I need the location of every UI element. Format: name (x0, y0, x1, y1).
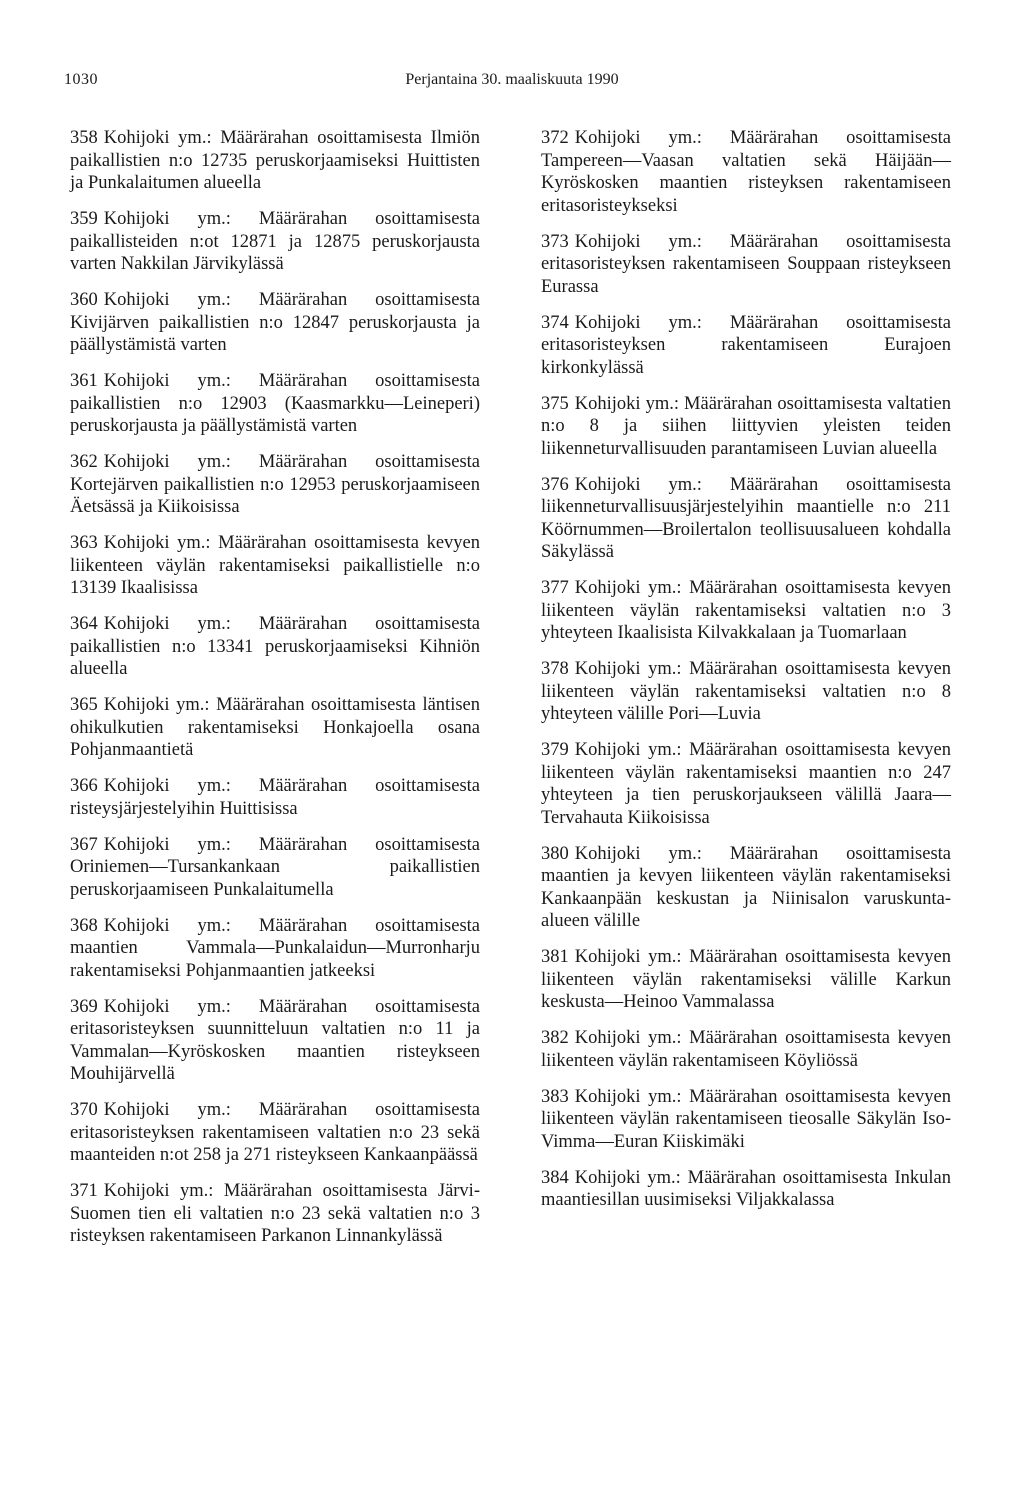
motion-entry (70, 451, 480, 519)
motion-text: Kohijoki ym.: Määrärahan osoittamisesta Kivijärven paikallistien n:o 12847 peruskorjausta ja päällystämistä varten (70, 290, 480, 355)
motion-entry (541, 946, 951, 1014)
motion-text: Kohijoki ym.: Määrärahan osoittamisesta Oriniemen—Tursankankaan paikallistien peruskorjaamiseen Punkalaitumella (70, 834, 480, 900)
motion-entry (70, 1180, 480, 1248)
motion-text: Kohijoki ym.: Määrärahan osoittamisesta Järvi-Suomen tien eli valtatien n:o 23 sekä valtatien n:o 3 risteyksen rakentamiseen Parkanon Linnankylässä (70, 1181, 480, 1246)
motion-entry (70, 370, 480, 438)
motion-number: 377 (541, 578, 569, 598)
motion-number: 373 (541, 231, 569, 252)
motion-number: 365 (70, 695, 98, 715)
motion-entry (541, 1027, 951, 1072)
motion-text: Kohijoki ym.: Määrärahan osoittamisesta maantien ja kevyen liikenteen väylän rakentamiseksi Kankaanpään keskustan ja Niinisalon varuskunta-alueen välille (541, 843, 951, 931)
motion-number: 368 (70, 915, 98, 936)
page-number: 1030 (64, 71, 98, 88)
motion-entry (70, 834, 480, 902)
motion-entry (541, 658, 951, 726)
motion-number: 381 (541, 947, 569, 967)
motion-entry (70, 775, 480, 820)
motion-number: 371 (70, 1181, 98, 1201)
motion-entry (541, 474, 951, 564)
motion-entry (541, 231, 951, 299)
motion-number: 366 (70, 776, 98, 796)
motion-number: 380 (541, 843, 569, 864)
motion-number: 369 (70, 996, 98, 1017)
motion-number: 372 (541, 128, 569, 148)
motion-text: Kohijoki ym.: Määrärahan osoittamisesta maantien Vammala—Punkalaidun—Murronharju rakentamiseksi Pohjanmaantien jatkeeksi (70, 915, 480, 981)
motion-entry (541, 739, 951, 829)
motion-text: Kohijoki ym.: Määrärahan osoittamisesta eritasoristeyksen rakentamiseen Eurajoen kirkonkylässä (541, 312, 951, 378)
motion-number: 374 (541, 312, 569, 333)
right-column (541, 127, 951, 1225)
motion-text: Kohijoki ym.: Määrärahan osoittamisesta Tampereen—Vaasan valtatien sekä Häijään—Kyröskosken maantien risteyksen rakentamiseen eritasoristeykseksi (541, 128, 951, 216)
motion-text: Kohijoki ym.: Määrärahan osoittamisesta kevyen liikenteen väylän rakentamiseen tieosalle Säkylän Iso-Vimma—Euran Kiiskimäki (541, 1086, 951, 1152)
motion-entry (70, 289, 480, 357)
motion-text: Kohijoki ym.: Määrärahan osoittamisesta eritasoristeyksen suunnitteluun valtatien n:o 11 ja Vammalan—Kyröskosken maantien risteykseen Mouhijärvellä (70, 996, 480, 1084)
motion-text: Kohijoki ym.: Määrärahan osoittamisesta valtatien n:o 8 ja siihen liittyvien yleisten teiden liikenneturvallisuuden parantamiseen Luvian alueella (541, 393, 951, 459)
motion-text: Kohijoki ym.: Määrärahan osoittamisesta Inkulan maantiesillan uusimiseksi Viljakkalassa (541, 1167, 951, 1210)
motion-text: Kohijoki ym.: Määrärahan osoittamisesta kevyen liikenteen väylän rakentamiseksi välille Karkun keskusta—Heinoo Vammalassa (541, 947, 951, 1012)
motion-number: 378 (541, 659, 569, 679)
motion-number: 382 (541, 1028, 569, 1048)
motion-entry (70, 1099, 480, 1167)
motion-number: 362 (70, 452, 98, 472)
motion-entry (541, 312, 951, 380)
motion-text: Kohijoki ym.: Määrärahan osoittamisesta eritasoristeyksen rakentamiseen valtatien n:o 23 sekä maanteiden n:ot 258 ja 271 risteykseen Kankaanpäässä (70, 1100, 480, 1165)
motion-text: Kohijoki ym.: Määrärahan osoittamisesta läntisen ohikulkutien rakentamiseksi Honkajoella osana Pohjanmaantietä (70, 695, 480, 760)
motion-text: Kohijoki ym.: Määrärahan osoittamisesta kevyen liikenteen väylän rakentamiseen Köyliössä (541, 1028, 951, 1071)
motion-number: 383 (541, 1086, 569, 1107)
motion-text: Kohijoki ym.: Määrärahan osoittamisesta paikallistien n:o 13341 peruskorjaamiseksi Kihniön alueella (70, 614, 480, 679)
motion-text: Kohijoki ym.: Määrärahan osoittamisesta paikallistien n:o 12903 (Kaasmarkku—Leineperi) peruskorjausta ja päällystämistä varten (70, 371, 480, 436)
motion-text: Kohijoki ym.: Määrärahan osoittamisesta liikenneturvallisuusjärjestelyihin maantielle n:o 211 Köörnummen—Broilertalon teollisuusalueen kohdalla Säkylässä (541, 474, 951, 562)
motion-entry (541, 843, 951, 933)
motion-number: 361 (70, 371, 98, 391)
motion-entry (70, 996, 480, 1086)
motion-text: Kohijoki ym.: Määrärahan osoittamisesta risteysjärjestelyihin Huittisissa (70, 776, 480, 819)
motion-text: Kohijoki ym.: Määrärahan osoittamisesta kevyen liikenteen väylän rakentamiseksi maantien n:o 247 yhteyteen ja tien peruskorjaukseen välillä Jaara—Tervahauta Kiikoisissa (541, 740, 951, 828)
motion-entry (541, 577, 951, 645)
motion-text: Kohijoki ym.: Määrärahan osoittamisesta kevyen liikenteen väylän rakentamiseksi valtatien n:o 3 yhteyteen Ikaalisista Kilvakkalaan ja Tuomarlaan (541, 578, 951, 643)
motion-number: 379 (541, 740, 569, 760)
motion-entry (541, 393, 951, 461)
page-header-title: Perjantaina 30. maaliskuuta 1990 (405, 71, 619, 88)
motion-entry (70, 613, 480, 681)
motion-number: 364 (70, 614, 98, 634)
motion-entry (70, 532, 480, 600)
motion-number: 384 (541, 1167, 569, 1188)
motion-entry (541, 127, 951, 217)
motion-number: 359 (70, 209, 98, 229)
motion-text: Kohijoki ym.: Määrärahan osoittamisesta Ilmiön paikallistien n:o 12735 peruskorjaamiseksi Huittisten ja Punkalaitumen alueella (70, 128, 480, 193)
motion-text: Kohijoki ym.: Määrärahan osoittamisesta paikallisteiden n:ot 12871 ja 12875 peruskorjausta varten Nakkilan Järvikylässä (70, 209, 480, 274)
left-column (70, 127, 480, 1261)
motion-entry (70, 915, 480, 983)
motion-number: 375 (541, 393, 569, 414)
motion-text: Kohijoki ym.: Määrärahan osoittamisesta kevyen liikenteen väylän rakentamiseksi valtatien n:o 8 yhteyteen välille Pori—Luvia (541, 659, 951, 724)
motion-entry (70, 694, 480, 762)
motion-entry (541, 1167, 951, 1212)
motion-text: Kohijoki ym.: Määrärahan osoittamisesta kevyen liikenteen väylän rakentamiseksi paikallistielle n:o 13139 Ikaalisissa (70, 533, 480, 598)
motion-text: Kohijoki ym.: Määrärahan osoittamisesta Kortejärven paikallistien n:o 12953 peruskorjaamiseen Äetsässä ja Kiikoisissa (70, 452, 480, 517)
motion-entry (70, 208, 480, 276)
motion-number: 360 (70, 290, 98, 310)
motion-number: 367 (70, 834, 98, 855)
motion-number: 370 (70, 1100, 98, 1120)
motion-entry (70, 127, 480, 195)
motion-number: 358 (70, 128, 98, 148)
motion-text: Kohijoki ym.: Määrärahan osoittamisesta eritasoristeyksen rakentamiseen Souppaan risteykseen Eurassa (541, 231, 951, 297)
motion-entry (541, 1086, 951, 1154)
motion-number: 376 (541, 474, 569, 495)
motion-number: 363 (70, 533, 98, 553)
